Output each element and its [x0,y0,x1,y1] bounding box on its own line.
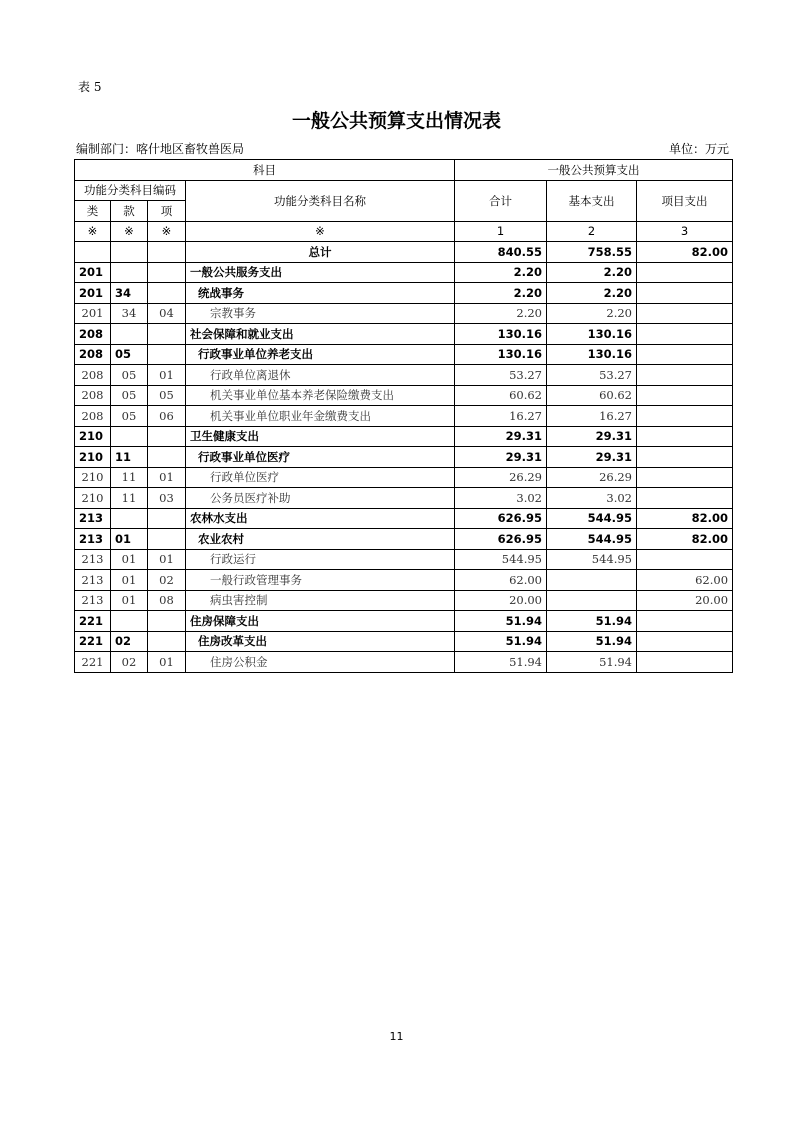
basic-cell: 3.02 [547,488,637,509]
table-row [75,631,733,652]
mark-cell: ※ [75,221,111,242]
code-xiang-cell: 03 [148,488,186,509]
total-cell: 53.27 [455,365,547,386]
project-cell [637,344,733,365]
project-cell [637,303,733,324]
total-row [75,242,733,263]
code-lei-cell: 201 [75,283,111,304]
basic-cell: 29.31 [547,447,637,468]
index-cell: 1 [455,221,547,242]
code-kuan-cell [111,611,148,632]
budget-group-header: 一般公共预算支出 [455,160,733,181]
kuan-header: 款 [111,201,148,222]
total-basic: 758.55 [547,242,637,263]
mark-cell: ※ [111,221,148,242]
basic-cell: 51.94 [547,611,637,632]
code-xiang-cell: 06 [148,406,186,427]
total-cell: 51.94 [455,652,547,673]
item-name-cell: 行政运行 [186,549,455,570]
code-lei-cell: 213 [75,590,111,611]
table-row [75,447,733,468]
item-name-cell: 农业农村 [186,529,455,550]
code-xiang-cell [148,611,186,632]
code-xiang-cell [148,426,186,447]
code-kuan-cell: 02 [111,631,148,652]
total-cell: 3.02 [455,488,547,509]
total-label: 总计 [186,242,455,263]
total-cell: 130.16 [455,344,547,365]
basic-column-header: 基本支出 [547,180,637,221]
code-xiang-cell [148,447,186,468]
code-xiang-cell [148,529,186,550]
code-kuan-cell: 01 [111,549,148,570]
code-lei-cell: 210 [75,467,111,488]
code-kuan-cell: 34 [111,283,148,304]
project-cell [637,406,733,427]
project-cell [637,611,733,632]
project-cell [637,652,733,673]
item-name-cell: 一般公共服务支出 [186,262,455,283]
item-name-cell: 行政事业单位医疗 [186,447,455,468]
code-xiang-cell: 05 [148,385,186,406]
table-row [75,365,733,386]
code-kuan-cell [111,508,148,529]
table-row [75,652,733,673]
basic-cell: 2.20 [547,262,637,283]
page-number: 11 [389,1030,404,1043]
code-xiang-cell: 01 [148,652,186,673]
table-row [75,426,733,447]
total-cell: 20.00 [455,590,547,611]
basic-cell [547,590,637,611]
item-name-cell: 行政单位医疗 [186,467,455,488]
code-kuan-cell: 34 [111,303,148,324]
budget-table [74,159,733,673]
code-xiang-cell: 01 [148,549,186,570]
code-lei-cell: 221 [75,631,111,652]
item-name-cell: 行政事业单位养老支出 [186,344,455,365]
index-cell: 2 [547,221,637,242]
code-xiang-cell [148,508,186,529]
item-name-cell: 农林水支出 [186,508,455,529]
code-lei-cell: 221 [75,652,111,673]
basic-cell: 60.62 [547,385,637,406]
item-name-cell: 住房保障支出 [186,611,455,632]
project-cell: 82.00 [637,529,733,550]
project-column-header: 项目支出 [637,180,733,221]
code-kuan-cell: 11 [111,467,148,488]
code-lei-cell: 210 [75,426,111,447]
basic-cell [547,570,637,591]
basic-cell: 544.95 [547,529,637,550]
item-name-cell: 宗教事务 [186,303,455,324]
basic-cell: 16.27 [547,406,637,427]
project-cell [637,467,733,488]
basic-cell: 130.16 [547,324,637,345]
project-cell [637,488,733,509]
table-row [75,467,733,488]
table-row [75,508,733,529]
item-name-cell: 一般行政管理事务 [186,570,455,591]
code-lei-cell: 210 [75,447,111,468]
code-kuan-cell: 05 [111,344,148,365]
code-kuan-cell: 05 [111,385,148,406]
table-row [75,324,733,345]
page-title: 一般公共预算支出情况表 [291,110,501,132]
total-cell: 51.94 [455,611,547,632]
code-lei-cell: 213 [75,529,111,550]
code-kuan-cell: 11 [111,488,148,509]
mark-cell: ※ [148,221,186,242]
item-name-cell: 社会保障和就业支出 [186,324,455,345]
code-xiang-cell: 01 [148,467,186,488]
total-cell: 51.94 [455,631,547,652]
basic-cell: 2.20 [547,303,637,324]
project-cell [637,365,733,386]
project-cell [637,549,733,570]
code-lei-cell: 213 [75,570,111,591]
total-cell: 130.16 [455,324,547,345]
code-lei-cell: 213 [75,508,111,529]
department-label: 编制部门：喀什地区畜牧兽医局 [76,142,245,156]
project-cell [637,262,733,283]
index-cell: 3 [637,221,733,242]
code-kuan-cell [111,426,148,447]
item-name-cell: 机关事业单位基本养老保险缴费支出 [186,385,455,406]
mark-cell: ※ [186,221,455,242]
project-cell [637,426,733,447]
code-kuan-cell: 05 [111,406,148,427]
code-kuan-cell: 02 [111,652,148,673]
xiang-header: 项 [148,201,186,222]
code-kuan-cell: 01 [111,570,148,591]
code-lei-cell: 221 [75,611,111,632]
project-cell: 82.00 [637,508,733,529]
project-cell: 20.00 [637,590,733,611]
item-name-cell: 机关事业单位职业年金缴费支出 [186,406,455,427]
item-name-cell: 住房公积金 [186,652,455,673]
code-xiang-cell [148,283,186,304]
code-lei-cell: 208 [75,365,111,386]
total-cell: 2.20 [455,262,547,283]
code-group-header: 功能分类科目编码 [75,180,186,201]
item-name-cell: 病虫害控制 [186,590,455,611]
item-name-cell: 统战事务 [186,283,455,304]
project-cell [637,385,733,406]
project-cell [637,283,733,304]
item-name-cell: 公务员医疗补助 [186,488,455,509]
basic-cell: 26.29 [547,467,637,488]
code-xiang-cell [148,344,186,365]
table-label: 表 5 [78,80,102,94]
item-name-cell: 住房改革支出 [186,631,455,652]
total-cell: 2.20 [455,303,547,324]
code-kuan-cell [111,262,148,283]
name-column-header: 功能分类科目名称 [186,180,455,221]
basic-cell: 29.31 [547,426,637,447]
code-kuan-cell: 01 [111,590,148,611]
total-cell: 60.62 [455,385,547,406]
code-lei-cell: 208 [75,324,111,345]
total-cell: 26.29 [455,467,547,488]
total-cell: 2.20 [455,283,547,304]
code-kuan-cell: 05 [111,365,148,386]
table-row [75,262,733,283]
table-row [75,590,733,611]
code-lei-cell: 208 [75,385,111,406]
table-row [75,529,733,550]
item-name-cell: 卫生健康支出 [186,426,455,447]
code-lei-cell: 208 [75,344,111,365]
project-cell [637,324,733,345]
total-cell: 29.31 [455,447,547,468]
total-cell: 16.27 [455,406,547,427]
code-xiang-cell: 01 [148,365,186,386]
code-kuan-cell [111,324,148,345]
total-cell: 626.95 [455,529,547,550]
total-cell: 62.00 [455,570,547,591]
basic-cell: 130.16 [547,344,637,365]
code-lei-cell: 210 [75,488,111,509]
code-xiang-cell [148,631,186,652]
item-name-cell: 行政单位离退休 [186,365,455,386]
code-lei-cell: 201 [75,303,111,324]
code-lei-cell: 201 [75,262,111,283]
code-xiang-cell [148,262,186,283]
code-xiang-cell: 04 [148,303,186,324]
table-row [75,406,733,427]
code-lei-cell: 208 [75,406,111,427]
table-row [75,570,733,591]
table-row [75,344,733,365]
code-kuan-cell: 01 [111,529,148,550]
project-cell: 62.00 [637,570,733,591]
project-cell [637,631,733,652]
lei-header: 类 [75,201,111,222]
total-column-header: 合计 [455,180,547,221]
table-row [75,385,733,406]
basic-cell: 544.95 [547,508,637,529]
total-sum: 840.55 [455,242,547,263]
table-row [75,488,733,509]
code-kuan-cell: 11 [111,447,148,468]
code-xiang-cell [148,324,186,345]
table-row [75,549,733,570]
project-cell [637,447,733,468]
code-xiang-cell: 02 [148,570,186,591]
table-row [75,611,733,632]
total-cell: 29.31 [455,426,547,447]
total-cell: 544.95 [455,549,547,570]
basic-cell: 51.94 [547,652,637,673]
basic-cell: 51.94 [547,631,637,652]
code-lei-cell: 213 [75,549,111,570]
basic-cell: 544.95 [547,549,637,570]
total-cell: 626.95 [455,508,547,529]
subject-header: 科目 [75,160,455,181]
basic-cell: 2.20 [547,283,637,304]
basic-cell: 53.27 [547,365,637,386]
table-row [75,283,733,304]
code-xiang-cell: 08 [148,590,186,611]
total-project: 82.00 [637,242,733,263]
table-row [75,303,733,324]
unit-label: 单位：万元 [668,142,729,156]
